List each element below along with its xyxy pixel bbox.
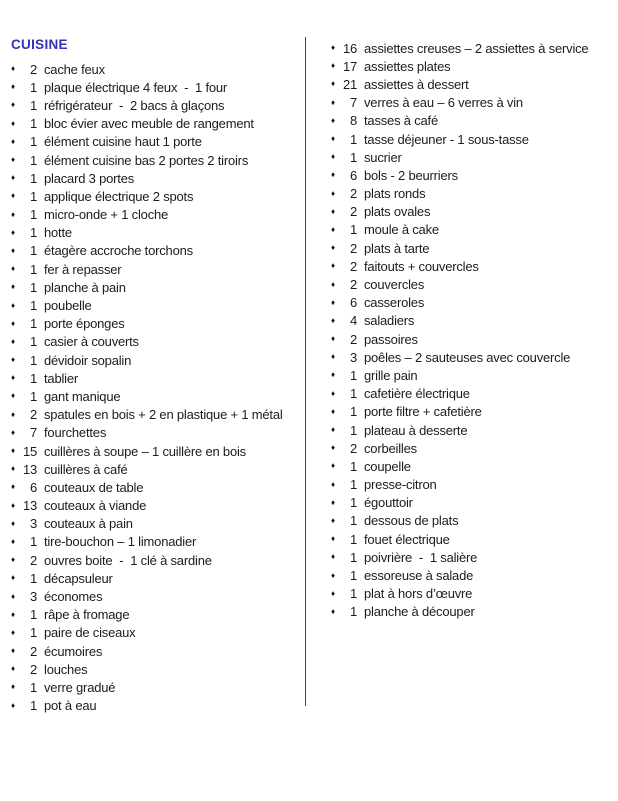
bullet-icon: ♦ xyxy=(11,318,15,328)
list-item xyxy=(331,439,617,457)
bullet-icon: ♦ xyxy=(331,497,335,507)
item-quantity: 1 xyxy=(349,549,357,565)
item-quantity: 2 xyxy=(349,204,357,220)
item-label: dessous de plats xyxy=(364,513,459,529)
item-quantity: 2 xyxy=(349,331,357,347)
item-quantity: 1 xyxy=(349,586,357,602)
item-quantity: 1 xyxy=(29,207,37,223)
item-label: paire de ciseaux xyxy=(44,625,136,641)
bullet-icon: ♦ xyxy=(11,82,15,92)
bullet-icon: ♦ xyxy=(11,264,15,274)
list-item xyxy=(331,166,617,184)
item-label: plats ovales xyxy=(364,204,431,220)
list-item xyxy=(11,333,303,351)
bullet-icon: ♦ xyxy=(11,409,15,419)
bullet-icon: ♦ xyxy=(331,425,335,435)
item-quantity: 1 xyxy=(29,170,37,186)
list-item xyxy=(331,494,617,512)
item-label: tasse déjeuner - 1 sous-tasse xyxy=(364,131,529,147)
item-label: porte éponges xyxy=(44,316,125,332)
list-item xyxy=(11,515,303,533)
item-label: économes xyxy=(44,589,103,605)
item-label: spatules en bois + 2 en plastique + 1 métal xyxy=(44,407,283,423)
item-quantity: 2 xyxy=(29,643,37,659)
item-quantity: 1 xyxy=(349,513,357,529)
item-quantity: 1 xyxy=(29,388,37,404)
item-label: cafetière électrique xyxy=(364,386,470,402)
bullet-icon: ♦ xyxy=(11,573,15,583)
bullet-icon: ♦ xyxy=(331,61,335,71)
item-label: faitouts + couvercles xyxy=(364,258,479,274)
item-label: plats ronds xyxy=(364,186,426,202)
item-quantity: 1 xyxy=(29,534,37,550)
bullet-icon: ♦ xyxy=(331,188,335,198)
item-label: fourchettes xyxy=(44,425,107,441)
list-item xyxy=(331,94,617,112)
item-label: couvercles xyxy=(364,277,425,293)
list-item xyxy=(331,585,617,603)
list-item xyxy=(11,151,303,169)
item-quantity: 8 xyxy=(349,113,357,129)
item-label: plaque électrique 4 feux - 1 four xyxy=(44,79,228,95)
item-quantity: 3 xyxy=(29,589,37,605)
item-quantity: 3 xyxy=(29,516,37,532)
item-quantity: 6 xyxy=(349,167,357,183)
list-item xyxy=(11,606,303,624)
list-item xyxy=(11,551,303,569)
list-item xyxy=(331,330,617,348)
bullet-icon: ♦ xyxy=(331,224,335,234)
list-item xyxy=(11,224,303,242)
bullet-icon: ♦ xyxy=(331,334,335,344)
item-label: pot à eau xyxy=(44,698,97,714)
item-quantity: 1 xyxy=(29,261,37,277)
item-label: assiettes à dessert xyxy=(364,76,469,92)
list-item xyxy=(331,603,617,621)
item-label: poivrière - 1 salière xyxy=(364,549,478,565)
item-label: casseroles xyxy=(364,295,425,311)
item-label: décapsuleur xyxy=(44,570,113,586)
item-label: verre gradué xyxy=(44,679,116,695)
bullet-icon: ♦ xyxy=(11,173,15,183)
bullet-icon: ♦ xyxy=(11,609,15,619)
item-label: micro-onde + 1 cloche xyxy=(44,207,169,223)
item-quantity: 7 xyxy=(29,425,37,441)
list-item xyxy=(331,257,617,275)
bullet-icon: ♦ xyxy=(11,282,15,292)
item-quantity: 2 xyxy=(349,186,357,202)
item-label: plats à tarte xyxy=(364,240,430,256)
bullet-icon: ♦ xyxy=(11,245,15,255)
item-label: élément cuisine bas 2 portes 2 tiroirs xyxy=(44,152,249,168)
list-item xyxy=(11,315,303,333)
item-quantity: 1 xyxy=(349,477,357,493)
item-quantity: 1 xyxy=(29,625,37,641)
item-label: applique électrique 2 spots xyxy=(44,188,194,204)
bullet-icon: ♦ xyxy=(11,209,15,219)
item-label: réfrigérateur - 2 bacs à glaçons xyxy=(44,97,225,113)
item-quantity: 1 xyxy=(349,531,357,547)
item-label: plat à hors d’œuvre xyxy=(364,586,473,602)
bullet-icon: ♦ xyxy=(331,152,335,162)
item-quantity: 1 xyxy=(349,367,357,383)
list-item xyxy=(11,497,303,515)
item-label: cuillères à café xyxy=(44,461,128,477)
list-item xyxy=(331,203,617,221)
bullet-icon: ♦ xyxy=(331,606,335,616)
bullet-icon: ♦ xyxy=(11,373,15,383)
item-quantity: 1 xyxy=(29,370,37,386)
item-quantity: 1 xyxy=(349,495,357,511)
list-item xyxy=(331,39,617,57)
item-quantity: 2 xyxy=(349,277,357,293)
list-item xyxy=(331,421,617,439)
item-label: presse-citron xyxy=(364,477,437,493)
bullet-icon: ♦ xyxy=(331,588,335,598)
item-label: couteaux de table xyxy=(44,479,144,495)
item-label: planche à pain xyxy=(44,279,126,295)
item-label: ouvres boite - 1 clé à sardine xyxy=(44,552,212,568)
item-label: hotte xyxy=(44,225,72,241)
item-quantity: 4 xyxy=(349,313,357,329)
bullet-icon: ♦ xyxy=(331,206,335,216)
bullet-icon: ♦ xyxy=(11,482,15,492)
item-label: râpe à fromage xyxy=(44,607,130,623)
bullet-icon: ♦ xyxy=(11,355,15,365)
item-quantity: 3 xyxy=(349,349,357,365)
bullet-icon: ♦ xyxy=(11,300,15,310)
item-label: assiettes creuses – 2 assiettes à service xyxy=(364,40,589,56)
list-item xyxy=(11,697,303,715)
list-item xyxy=(11,133,303,151)
bullet-icon: ♦ xyxy=(331,479,335,489)
item-label: verres à eau – 6 verres à vin xyxy=(364,95,523,111)
list-item xyxy=(331,566,617,584)
list-item xyxy=(11,387,303,405)
bullet-icon: ♦ xyxy=(331,370,335,380)
item-label: assiettes plates xyxy=(364,58,451,74)
bullet-icon: ♦ xyxy=(331,388,335,398)
list-item xyxy=(11,569,303,587)
item-label: couteaux à pain xyxy=(44,516,133,532)
item-label: plateau à desserte xyxy=(364,422,468,438)
item-label: bloc évier avec meuble de rangement xyxy=(44,116,254,132)
bullet-icon: ♦ xyxy=(11,627,15,637)
bullet-icon: ♦ xyxy=(11,227,15,237)
item-quantity: 1 xyxy=(29,134,37,150)
list-item xyxy=(11,278,303,296)
item-label: gant manique xyxy=(44,388,121,404)
item-quantity: 2 xyxy=(29,407,37,423)
list-item xyxy=(11,678,303,696)
item-quantity: 1 xyxy=(29,570,37,586)
list-item xyxy=(11,260,303,278)
bullet-icon: ♦ xyxy=(331,97,335,107)
bullet-icon: ♦ xyxy=(331,134,335,144)
list-item xyxy=(11,424,303,442)
bullet-icon: ♦ xyxy=(331,552,335,562)
bullet-icon: ♦ xyxy=(11,136,15,146)
bullet-icon: ♦ xyxy=(11,464,15,474)
bullet-icon: ♦ xyxy=(331,406,335,416)
bullet-icon: ♦ xyxy=(11,100,15,110)
item-quantity: 2 xyxy=(349,258,357,274)
bullet-icon: ♦ xyxy=(11,536,15,546)
list-item xyxy=(11,78,303,96)
list-item xyxy=(11,60,303,78)
item-label: élément cuisine haut 1 porte xyxy=(44,134,202,150)
list-item xyxy=(331,530,617,548)
item-label: fouet électrique xyxy=(364,531,450,547)
list-item xyxy=(11,115,303,133)
item-quantity: 2 xyxy=(29,661,37,677)
item-label: fer à repasser xyxy=(44,261,122,277)
bullet-icon: ♦ xyxy=(331,297,335,307)
item-quantity: 21 xyxy=(342,76,357,92)
list-item xyxy=(11,187,303,205)
list-item xyxy=(11,460,303,478)
item-quantity: 1 xyxy=(29,698,37,714)
item-quantity: 1 xyxy=(29,225,37,241)
list-item xyxy=(11,660,303,678)
bullet-icon: ♦ xyxy=(331,515,335,525)
item-quantity: 1 xyxy=(349,149,357,165)
left-column xyxy=(11,60,303,715)
bullet-icon: ♦ xyxy=(331,279,335,289)
list-item xyxy=(11,642,303,660)
item-label: poubelle xyxy=(44,298,92,314)
list-item xyxy=(11,169,303,187)
item-label: bols - 2 beurriers xyxy=(364,167,458,183)
list-item xyxy=(331,130,617,148)
bullet-icon: ♦ xyxy=(11,64,15,74)
list-item xyxy=(331,294,617,312)
item-label: égouttoir xyxy=(364,495,413,511)
right-column xyxy=(331,39,617,621)
item-quantity: 1 xyxy=(349,422,357,438)
item-quantity: 1 xyxy=(29,79,37,95)
bullet-icon: ♦ xyxy=(11,555,15,565)
bullet-icon: ♦ xyxy=(331,534,335,544)
list-item xyxy=(331,275,617,293)
item-quantity: 1 xyxy=(29,607,37,623)
item-label: casier à couverts xyxy=(44,334,139,350)
item-label: passoires xyxy=(364,331,418,347)
bullet-icon: ♦ xyxy=(331,352,335,362)
item-quantity: 1 xyxy=(349,404,357,420)
bullet-icon: ♦ xyxy=(331,315,335,325)
bullet-icon: ♦ xyxy=(331,461,335,471)
item-quantity: 1 xyxy=(29,188,37,204)
item-label: placard 3 portes xyxy=(44,170,135,186)
item-quantity: 16 xyxy=(342,40,357,56)
list-item xyxy=(11,96,303,114)
item-quantity: 1 xyxy=(349,604,357,620)
bullet-icon: ♦ xyxy=(331,443,335,453)
bullet-icon: ♦ xyxy=(331,243,335,253)
item-quantity: 2 xyxy=(349,440,357,456)
bullet-icon: ♦ xyxy=(11,700,15,710)
bullet-icon: ♦ xyxy=(11,391,15,401)
item-label: louches xyxy=(44,661,88,677)
item-quantity: 1 xyxy=(29,97,37,113)
item-quantity: 1 xyxy=(349,222,357,238)
list-item xyxy=(331,403,617,421)
list-item xyxy=(11,587,303,605)
item-label: saladiers xyxy=(364,313,415,329)
item-label: grille pain xyxy=(364,367,418,383)
page-title: CUISINE xyxy=(11,37,68,52)
item-quantity: 1 xyxy=(29,316,37,332)
list-item xyxy=(331,385,617,403)
item-label: couteaux à viande xyxy=(44,498,147,514)
item-quantity: 1 xyxy=(349,458,357,474)
item-label: tablier xyxy=(44,370,79,386)
bullet-icon: ♦ xyxy=(11,518,15,528)
bullet-icon: ♦ xyxy=(11,336,15,346)
list-item xyxy=(331,148,617,166)
item-label: tasses à café xyxy=(364,113,438,129)
item-label: moule à cake xyxy=(364,222,439,238)
bullet-icon: ♦ xyxy=(331,115,335,125)
list-item xyxy=(331,548,617,566)
bullet-icon: ♦ xyxy=(11,118,15,128)
item-label: porte filtre + cafetière xyxy=(364,404,482,420)
item-quantity: 1 xyxy=(349,386,357,402)
item-label: écumoires xyxy=(44,643,103,659)
item-quantity: 1 xyxy=(29,334,37,350)
list-item xyxy=(331,112,617,130)
bullet-icon: ♦ xyxy=(331,170,335,180)
bullet-icon: ♦ xyxy=(11,155,15,165)
item-quantity: 1 xyxy=(29,679,37,695)
list-item xyxy=(331,57,617,75)
item-quantity: 13 xyxy=(22,498,37,514)
item-quantity: 1 xyxy=(29,298,37,314)
item-quantity: 1 xyxy=(349,131,357,147)
item-label: poêles – 2 sauteuses avec couvercle xyxy=(364,349,571,365)
list-item xyxy=(11,369,303,387)
item-quantity: 1 xyxy=(349,568,357,584)
list-item xyxy=(11,242,303,260)
list-item xyxy=(331,457,617,475)
bullet-icon: ♦ xyxy=(11,646,15,656)
list-item xyxy=(331,185,617,203)
item-quantity: 17 xyxy=(342,58,357,74)
list-item xyxy=(11,533,303,551)
item-label: planche à découper xyxy=(364,604,475,620)
item-label: corbeilles xyxy=(364,440,417,456)
bullet-icon: ♦ xyxy=(331,43,335,53)
list-item xyxy=(331,348,617,366)
bullet-icon: ♦ xyxy=(331,261,335,271)
item-label: cuillères à soupe – 1 cuillère en bois xyxy=(44,443,246,459)
list-item xyxy=(11,478,303,496)
item-quantity: 1 xyxy=(29,243,37,259)
list-item xyxy=(331,366,617,384)
item-quantity: 2 xyxy=(349,240,357,256)
list-item xyxy=(331,476,617,494)
list-item xyxy=(11,624,303,642)
item-quantity: 1 xyxy=(29,279,37,295)
item-label: sucrier xyxy=(364,149,402,165)
item-label: dévidoir sopalin xyxy=(44,352,132,368)
list-item xyxy=(331,239,617,257)
item-quantity: 6 xyxy=(349,295,357,311)
item-quantity: 2 xyxy=(29,61,37,77)
list-item xyxy=(11,351,303,369)
bullet-icon: ♦ xyxy=(11,591,15,601)
list-item xyxy=(331,221,617,239)
bullet-icon: ♦ xyxy=(11,500,15,510)
list-item xyxy=(11,442,303,460)
column-divider xyxy=(305,37,306,706)
list-item xyxy=(11,206,303,224)
item-label: essoreuse à salade xyxy=(364,568,474,584)
item-quantity: 15 xyxy=(22,443,37,459)
bullet-icon: ♦ xyxy=(11,191,15,201)
bullet-icon: ♦ xyxy=(11,682,15,692)
bullet-icon: ♦ xyxy=(11,427,15,437)
list-item xyxy=(331,312,617,330)
bullet-icon: ♦ xyxy=(331,570,335,580)
item-label: cache feux xyxy=(44,61,105,77)
item-quantity: 2 xyxy=(29,552,37,568)
item-quantity: 1 xyxy=(29,352,37,368)
list-item xyxy=(11,296,303,314)
item-quantity: 6 xyxy=(29,479,37,495)
bullet-icon: ♦ xyxy=(11,446,15,456)
bullet-icon: ♦ xyxy=(11,664,15,674)
item-label: coupelle xyxy=(364,458,411,474)
item-quantity: 1 xyxy=(29,116,37,132)
item-quantity: 13 xyxy=(22,461,37,477)
list-item xyxy=(331,75,617,93)
item-label: étagère accroche torchons xyxy=(44,243,193,259)
item-quantity: 1 xyxy=(29,152,37,168)
item-label: tire-bouchon – 1 limonadier xyxy=(44,534,197,550)
list-item xyxy=(331,512,617,530)
bullet-icon: ♦ xyxy=(331,79,335,89)
list-item xyxy=(11,406,303,424)
item-quantity: 7 xyxy=(349,95,357,111)
